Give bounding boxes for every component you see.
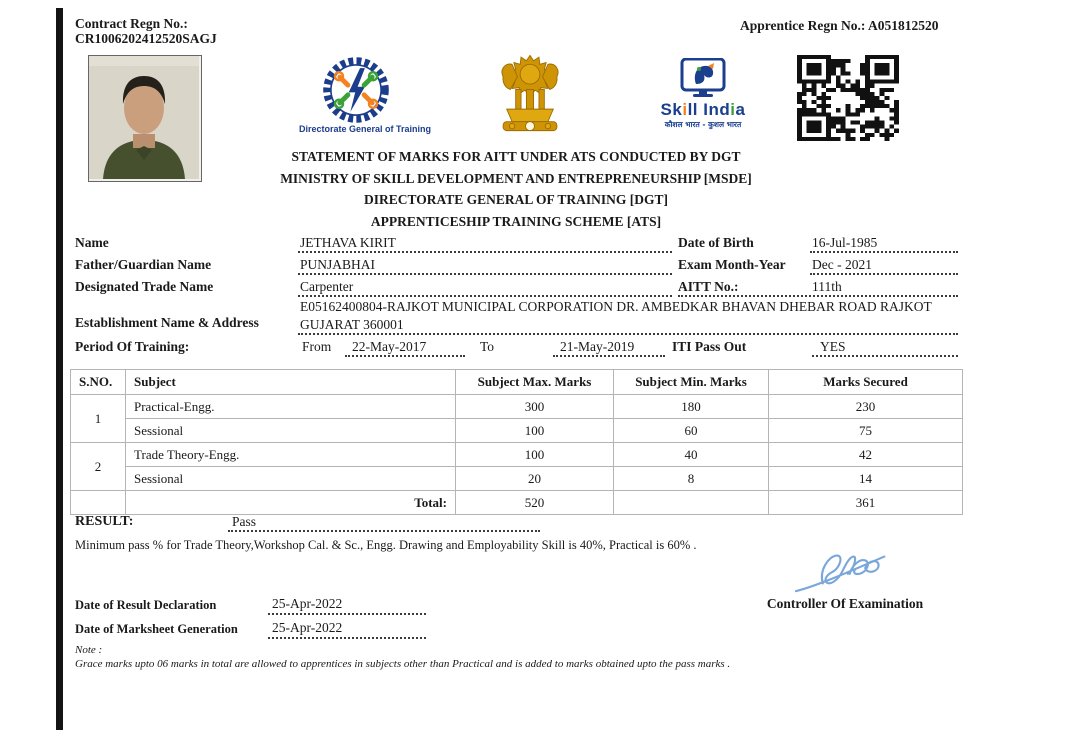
period-from-label: From (302, 339, 332, 354)
result-declaration-date-value: 25-Apr-2022 (272, 596, 343, 611)
signature-icon (788, 545, 898, 600)
min-marks-cell: 180 (614, 395, 769, 419)
min-marks-cell: 8 (614, 467, 769, 491)
table-row (71, 467, 963, 491)
title-line-1: STATEMENT OF MARKS FOR AITT UNDER ATS CONDUCTED BY DGT (291, 149, 741, 164)
apprentice-regn: Apprentice Regn No.: A051812520 (740, 18, 939, 33)
establishment-label: Establishment Name & Address (75, 315, 259, 330)
header-sno: S.NO. (71, 370, 126, 395)
subject-cell: Practical-Engg. (126, 395, 456, 419)
period-to-label: To (480, 339, 495, 354)
header-min-marks: Subject Min. Marks (614, 370, 769, 395)
skill-india-tagline: कौशल भारत - कुशल भारत (664, 120, 742, 129)
note-label: Note : (75, 644, 103, 656)
skill-india-logo (680, 58, 726, 105)
name-label: Name (75, 235, 109, 250)
iti-pass-out-label: ITI Pass Out (672, 339, 747, 354)
father-name-value: PUNJABHAI (300, 257, 376, 272)
qr-code (797, 55, 899, 146)
marksheet-generation-date-value: 25-Apr-2022 (272, 620, 343, 635)
secured-marks-cell: 230 (769, 395, 963, 419)
table-row (71, 395, 963, 419)
title-line-4: APPRENTICESHIP TRAINING SCHEME [ATS] (370, 213, 662, 229)
marks-table (70, 369, 963, 515)
max-marks-cell: 300 (456, 395, 614, 419)
title-line-3: DIRECTORATE GENERAL OF TRAINING [DGT] (363, 192, 669, 207)
iti-pass-out-value: YES (820, 339, 846, 354)
document-title (70, 146, 962, 232)
total-max-cell: 520 (456, 491, 614, 515)
dgt-logo (322, 56, 390, 129)
table-row (71, 443, 963, 467)
total-min-cell (614, 491, 769, 515)
total-secured-cell: 361 (769, 491, 963, 515)
title-line-2: MINISTRY OF SKILL DEVELOPMENT AND ENTREPRENEURSHIP [MSDE] (280, 170, 752, 186)
national-emblem-icon (494, 50, 566, 141)
skill-india-wordmark: Skill India (660, 100, 746, 119)
result-declaration-date-label: Date of Result Declaration (75, 598, 217, 612)
max-marks-cell: 20 (456, 467, 614, 491)
contract-regn-label: Contract Regn No.: (75, 16, 188, 31)
dob-label: Date of Birth (678, 235, 754, 250)
subject-cell: Sessional (126, 467, 456, 491)
dgt-logo-caption: Directorate General of Training (298, 124, 432, 134)
name-value: JETHAVA KIRIT (300, 235, 396, 250)
total-sno-cell (71, 491, 126, 515)
scan-edge-artifact (56, 8, 63, 730)
subject-cell: Trade Theory-Engg. (126, 443, 456, 467)
trade-name-value: Carpenter (300, 279, 354, 294)
controller-of-examination-label: Controller Of Examination (766, 596, 924, 611)
sno-cell: 1 (71, 395, 126, 443)
trade-name-label: Designated Trade Name (75, 279, 214, 294)
pass-percentage-note: Minimum pass % for Trade Theory,Workshop Cal. & Sc., Engg. Drawing and Employability Skill is 40%, Practical is 60% . (75, 538, 697, 552)
aitt-no-label: AITT No.: (678, 279, 739, 294)
secured-marks-cell: 75 (769, 419, 963, 443)
period-to-value: 21-May-2019 (560, 339, 635, 354)
max-marks-cell: 100 (456, 443, 614, 467)
header-max-marks: Subject Max. Marks (456, 370, 614, 395)
max-marks-cell: 100 (456, 419, 614, 443)
secured-marks-cell: 14 (769, 467, 963, 491)
exam-month-value: Dec - 2021 (812, 257, 872, 272)
min-marks-cell: 40 (614, 443, 769, 467)
period-from-value: 22-May-2017 (352, 339, 427, 354)
establishment-value-line2: GUJARAT 360001 (300, 317, 404, 332)
period-of-training-label: Period Of Training: (75, 339, 190, 354)
table-header-row (71, 370, 963, 395)
establishment-value-line1: E05162400804-RAJKOT MUNICIPAL CORPORATION DR. AMBEDKAR BHAVAN DHEBAR ROAD RAJKOT (300, 299, 932, 314)
total-label-cell: Total: (126, 491, 456, 515)
min-marks-cell: 60 (614, 419, 769, 443)
exam-month-label: Exam Month-Year (678, 257, 786, 272)
aitt-no-value: 111th (812, 279, 842, 294)
marksheet-generation-date-label: Date of Marksheet Generation (75, 622, 238, 636)
header-subject: Subject (126, 370, 456, 395)
table-total-row (71, 491, 963, 515)
dob-value: 16-Jul-1985 (812, 235, 878, 250)
table-row (71, 419, 963, 443)
header-marks-secured: Marks Secured (769, 370, 963, 395)
note-text: Grace marks upto 06 marks in total are allowed to apprentices in subjects other than Practical and is added to marks obtained upto the pass marks . (75, 658, 731, 670)
secured-marks-cell: 42 (769, 443, 963, 467)
contract-regn-value: CR1006202412520SAGJ (75, 31, 217, 46)
subject-cell: Sessional (126, 419, 456, 443)
result-value: Pass (232, 514, 257, 529)
sno-cell: 2 (71, 443, 126, 491)
father-name-label: Father/Guardian Name (75, 257, 212, 272)
result-label: RESULT: (75, 514, 134, 529)
